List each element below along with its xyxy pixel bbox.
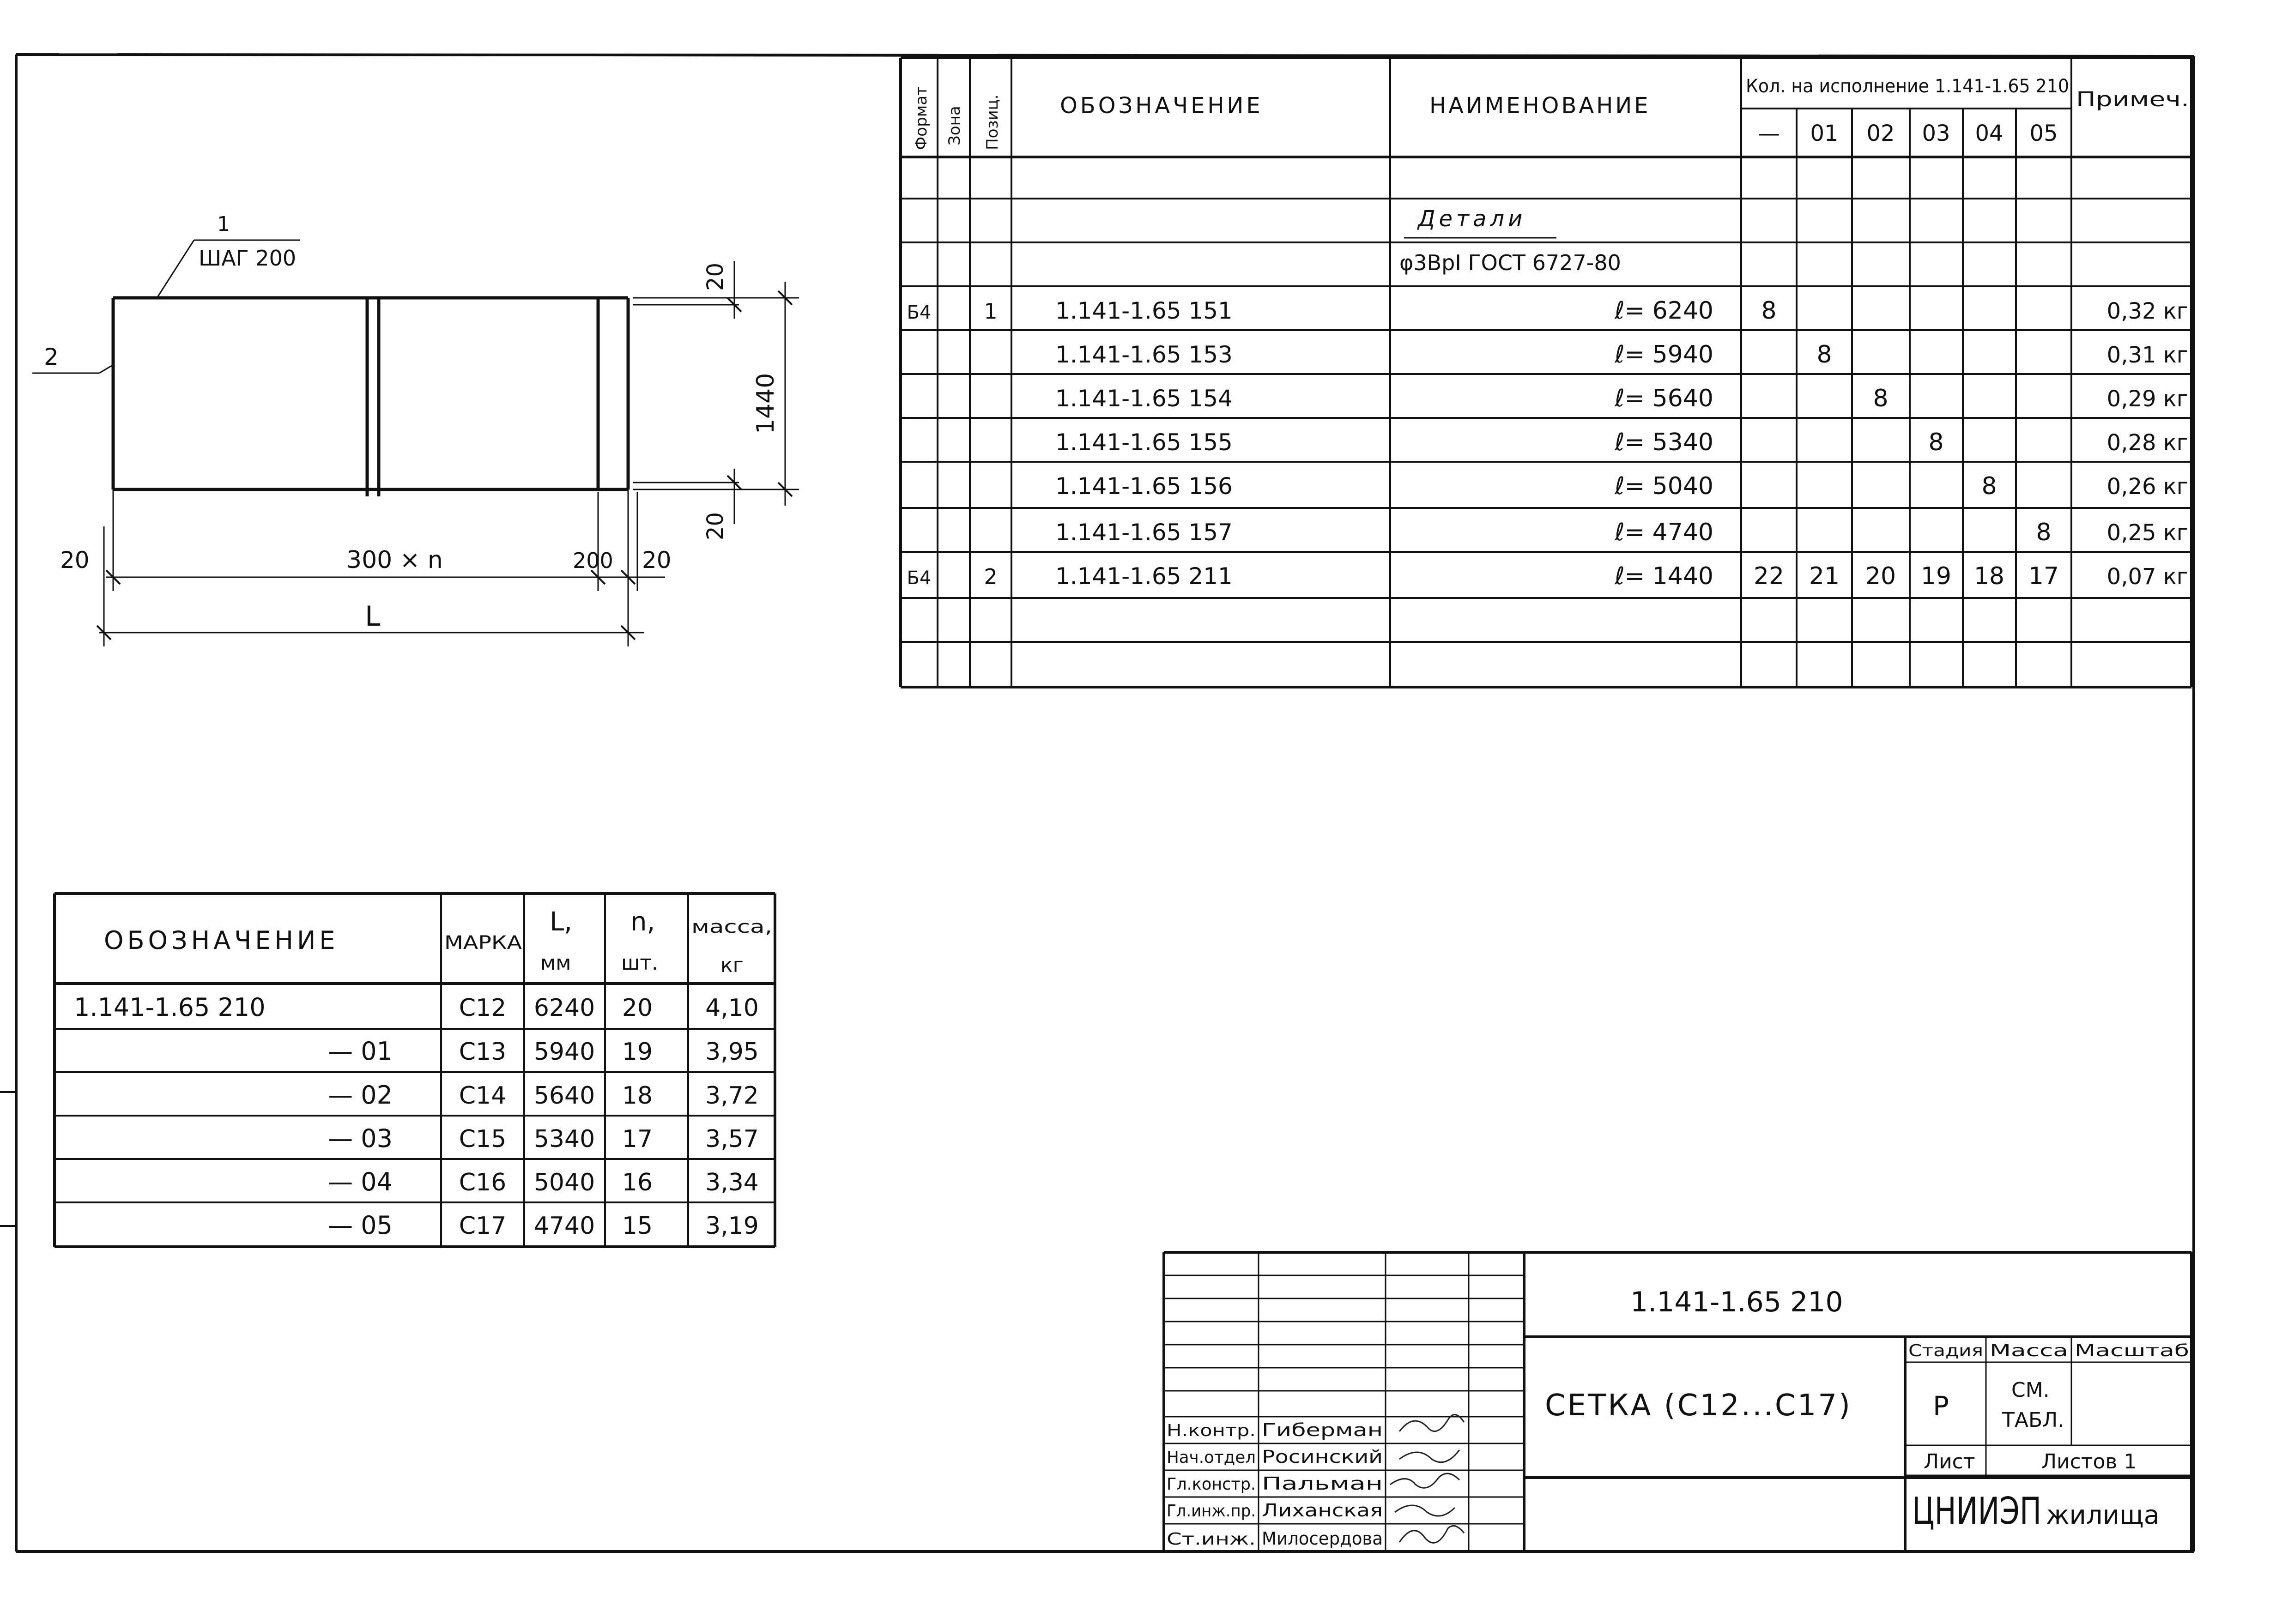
scale-label: Масштаб	[2075, 1341, 2189, 1360]
material-spec: φ3ВрI ГОСТ 6727-80	[1399, 250, 1621, 275]
vt-header-mark: МАРКА	[444, 932, 522, 954]
mass-value-1: СМ.	[2011, 1378, 2050, 1402]
section-title: Детали	[1418, 206, 1526, 232]
vt-length: 5340	[533, 1125, 595, 1153]
spec-qty: 8	[1761, 297, 1777, 325]
staff-role: Ст.инж.	[1167, 1530, 1256, 1549]
spec-note: 0,07 кг	[2106, 564, 2188, 590]
spec-note: 0,29 кг	[2106, 386, 2188, 412]
stage-value: Р	[1933, 1390, 1949, 1422]
spec-note: 0,25 кг	[2106, 520, 2188, 546]
vt-length: 5040	[533, 1169, 595, 1196]
spec-qty: 20	[1865, 562, 1896, 590]
mass-label: Масса	[1990, 1341, 2068, 1360]
variant-header: 02	[1866, 121, 1895, 146]
staff-name: Росинский	[1262, 1447, 1383, 1467]
spec-format: Б4	[907, 567, 932, 589]
sheet-label: Лист	[1924, 1450, 1975, 1473]
vt-mark: С12	[459, 994, 507, 1022]
spec-designation: 1.141-1.65 211	[1055, 563, 1233, 590]
stage-label: Стадия	[1908, 1341, 1983, 1360]
header-qty: Кол. на исполнение 1.141-1.65 210	[1746, 76, 2069, 97]
vt-mass: 3,34	[705, 1169, 759, 1196]
vt-mark: С13	[459, 1038, 507, 1066]
org-suffix: жилища	[2046, 1500, 2160, 1530]
vt-mark: С17	[459, 1212, 507, 1240]
mesh-drawing	[32, 212, 799, 646]
vt-designation: — 05	[328, 1211, 393, 1240]
spec-qty: 8	[1981, 472, 1997, 500]
pos2-label: 2	[44, 344, 59, 370]
sheets-label: Листов 1	[2041, 1450, 2137, 1473]
dim-top-20: 20	[702, 262, 728, 291]
spec-qty: 18	[1973, 562, 2005, 590]
vt-mark: С16	[459, 1169, 507, 1196]
vt-header-n2: шт.	[621, 951, 658, 975]
step-label: ШАГ 200	[199, 246, 297, 271]
staff-role: Нач.отдел	[1167, 1448, 1256, 1467]
spec-rows	[907, 297, 2188, 590]
variant-header: 03	[1922, 121, 1950, 146]
variant-header: 01	[1810, 121, 1839, 146]
vt-designation: 1.141-1.65 210	[74, 993, 266, 1022]
doc-title: СЕТКА (С12...С17)	[1545, 1389, 1852, 1423]
spec-designation: 1.141-1.65 157	[1055, 519, 1233, 546]
spec-qty: 22	[1753, 562, 1785, 590]
dim-height: 1440	[752, 373, 780, 434]
spec-qty: 8	[2036, 519, 2052, 546]
sheet-frame	[16, 54, 2194, 1552]
spec-qty: 8	[1873, 385, 1888, 412]
vt-header-L1: L,	[550, 907, 572, 937]
spec-designation: 1.141-1.65 156	[1055, 473, 1233, 500]
staff-role: Гл.констр.	[1167, 1475, 1256, 1494]
pos1-label: 1	[217, 212, 230, 236]
vt-designation: — 01	[328, 1037, 393, 1066]
vt-designation: — 02	[328, 1081, 393, 1110]
vt-designation: — 03	[328, 1124, 393, 1153]
spec-table	[901, 58, 2191, 687]
dim-right-20: 20	[642, 547, 672, 574]
spec-qty: 17	[2028, 562, 2059, 590]
header-zone: Зона	[945, 106, 964, 145]
vt-mark: С14	[459, 1082, 507, 1110]
vt-header-designation: ОБОЗНАЧЕНИЕ	[104, 926, 339, 955]
spec-qty: 8	[1928, 429, 1944, 456]
staff-name: Пальман	[1262, 1473, 1383, 1494]
spec-designation: 1.141-1.65 151	[1055, 297, 1233, 324]
vt-length: 4740	[533, 1212, 595, 1240]
vt-count: 18	[622, 1082, 653, 1110]
staff-name: Милосердова	[1262, 1528, 1383, 1549]
staff-role: Гл.инж.пр.	[1167, 1502, 1256, 1521]
variant-header: 05	[2029, 121, 2058, 146]
vt-count: 19	[622, 1038, 653, 1066]
dim-bottom-20: 20	[702, 512, 728, 540]
vt-mass: 3,72	[705, 1082, 759, 1110]
spec-position: 1	[984, 299, 998, 324]
header-designation: ОБОЗНАЧЕНИЕ	[1060, 93, 1263, 119]
spec-name: ℓ= 5040	[1615, 472, 1713, 500]
title-block	[1164, 1252, 2191, 1552]
spec-note: 0,26 кг	[2106, 474, 2188, 500]
doc-code: 1.141-1.65 210	[1630, 1286, 1843, 1318]
dim-mid: 300 × n	[346, 546, 443, 574]
staff-name: Гиберман	[1262, 1420, 1383, 1440]
vt-length: 5940	[533, 1038, 595, 1066]
vt-mass: 4,10	[705, 994, 759, 1022]
variant-header: —	[1758, 121, 1780, 146]
vt-count: 17	[622, 1125, 653, 1153]
mass-value-2: ТАБЛ.	[2002, 1408, 2064, 1432]
spec-name: ℓ= 6240	[1615, 297, 1713, 325]
spec-position: 2	[984, 564, 998, 589]
spec-name: ℓ= 4740	[1615, 519, 1713, 546]
spec-qty: 21	[1809, 562, 1840, 590]
header-position: Позиц.	[983, 94, 1002, 150]
staff-rows	[1167, 1420, 1383, 1549]
vt-header-mass1: масса,	[691, 917, 772, 937]
vt-mass: 3,19	[705, 1212, 759, 1240]
spec-qty: 8	[1816, 341, 1832, 368]
vt-count: 16	[622, 1169, 653, 1196]
dim-left-20: 20	[60, 547, 90, 574]
vt-length: 6240	[533, 994, 595, 1022]
vt-designation: — 04	[328, 1167, 393, 1196]
dim-L: L	[365, 600, 381, 633]
header-format: Формат	[912, 86, 931, 150]
vt-count: 20	[622, 994, 653, 1022]
spec-designation: 1.141-1.65 155	[1055, 429, 1233, 456]
header-note: Примеч.	[2076, 88, 2189, 111]
variants-table	[54, 894, 775, 1247]
spec-designation: 1.141-1.65 153	[1055, 341, 1233, 368]
org-name: ЦНИИЭП	[1912, 1490, 2041, 1533]
vt-length: 5640	[533, 1082, 595, 1110]
vt-header-n1: n,	[630, 907, 655, 937]
variant-headers	[1758, 121, 2058, 146]
spec-note: 0,28 кг	[2106, 430, 2188, 456]
margin-marks	[0, 1092, 16, 1226]
spec-name: ℓ= 5640	[1615, 385, 1713, 412]
spec-qty: 19	[1920, 562, 1952, 590]
spec-name: ℓ= 5340	[1615, 429, 1713, 456]
vt-mark: С15	[459, 1125, 507, 1153]
spec-designation: 1.141-1.65 154	[1055, 385, 1233, 412]
vt-count: 15	[622, 1212, 653, 1240]
spec-name: ℓ= 1440	[1615, 562, 1713, 590]
vt-mass: 3,57	[705, 1125, 759, 1153]
vt-header-L2: мм	[540, 951, 571, 975]
variant-header: 04	[1975, 121, 2003, 146]
dim-200: 200	[573, 548, 613, 573]
vt-header-mass2: кг	[720, 954, 744, 977]
spec-note: 0,31 кг	[2106, 342, 2188, 368]
spec-format: Б4	[907, 302, 932, 323]
header-name: НАИМЕНОВАНИЕ	[1429, 93, 1651, 119]
spec-name: ℓ= 5940	[1615, 341, 1713, 368]
spec-note: 0,32 кг	[2106, 298, 2188, 324]
staff-role: Н.контр.	[1167, 1421, 1256, 1440]
vt-mass: 3,95	[705, 1038, 759, 1066]
staff-name: Лиханская	[1262, 1500, 1383, 1521]
